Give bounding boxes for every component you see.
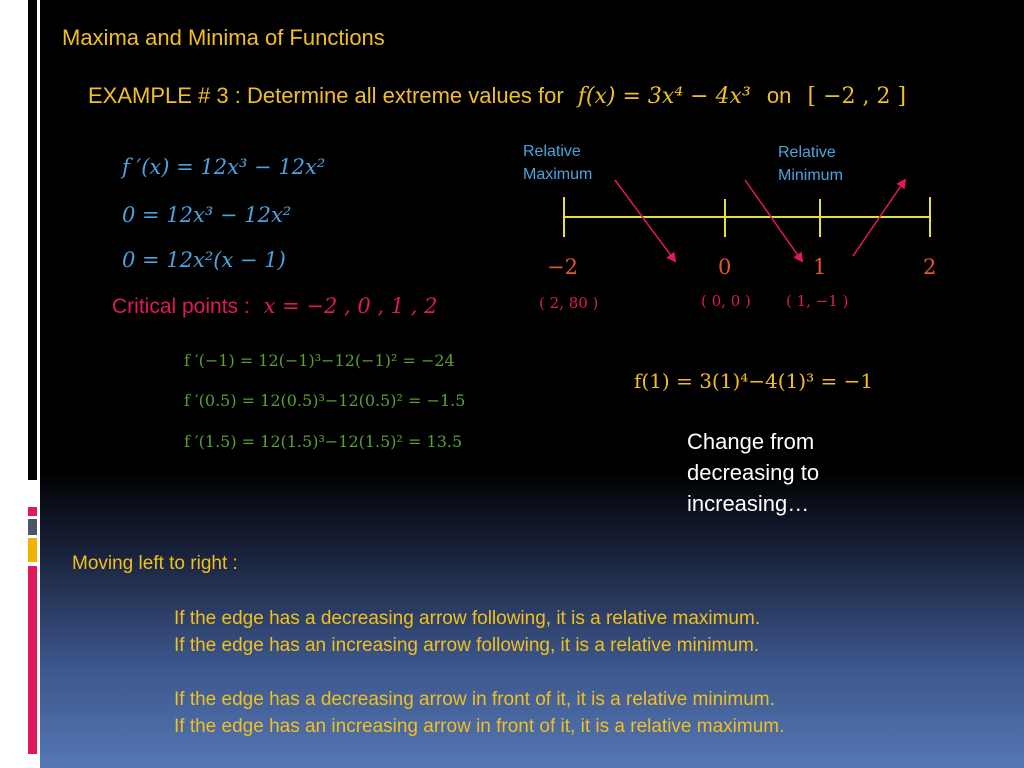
relative-minimum-label: Relative Minimum (778, 144, 843, 184)
tick-label-2: 2 (923, 255, 937, 279)
relative-maximum-label: Relative Maximum (523, 143, 593, 183)
critical-points-values: x = −2 , 0 , 1 , 2 (263, 294, 438, 318)
decreasing-arrow-2 (745, 180, 802, 261)
rule-1: If the edge has a decreasing arrow following, it is a relative maximum. (174, 608, 761, 629)
example-function: f(x) = 3x⁴ − 4x³ (577, 84, 751, 109)
point-neg2: ( 2, 80 ) (539, 294, 599, 312)
f1-evaluation: f(1) = 3(1)⁴−4(1)³ = −1 (634, 369, 874, 393)
critical-points-label: Critical points : (112, 295, 250, 318)
tick-label-1: 1 (813, 255, 827, 279)
example-on: on (766, 83, 792, 108)
tick-label-0: 0 (718, 255, 732, 279)
point-1: ( 1, −1 ) (786, 292, 849, 310)
rule-4: If the edge has an increasing arrow in front of it, it is a relative maximum. (174, 716, 785, 737)
example-prefix: EXAMPLE # 3 : Determine all extreme values for (88, 83, 564, 108)
tick-label-neg2: −2 (547, 255, 578, 279)
derivative-step-3: 0 = 12x²(x − 1) (122, 248, 286, 272)
decreasing-arrow-1 (615, 180, 675, 261)
slide-title: Maxima and Minima of Functions (62, 25, 385, 50)
evaluation-3: f ′(1.5) = 12(1.5)³−12(1.5)² = 13.5 (184, 432, 463, 451)
point-0: ( 0, 0 ) (701, 292, 751, 310)
example-interval: [ −2 , 2 ] (807, 84, 907, 109)
moving-label: Moving left to right : (72, 553, 238, 574)
derivative-step-1: f ′(x) = 12x³ − 12x² (122, 155, 326, 179)
rule-2: If the edge has an increasing arrow following, it is a relative minimum. (174, 635, 760, 656)
evaluation-2: f ′(0.5) = 12(0.5)³−12(0.5)² = −1.5 (184, 391, 466, 410)
rule-3: If the edge has a decreasing arrow in front of it, it is a relative minimum. (174, 689, 775, 710)
evaluation-1: f ′(−1) = 12(−1)³−12(−1)² = −24 (184, 351, 455, 370)
derivative-step-2: 0 = 12x³ − 12x² (122, 203, 292, 227)
change-note: Change from decreasing to increasing… (687, 429, 820, 516)
